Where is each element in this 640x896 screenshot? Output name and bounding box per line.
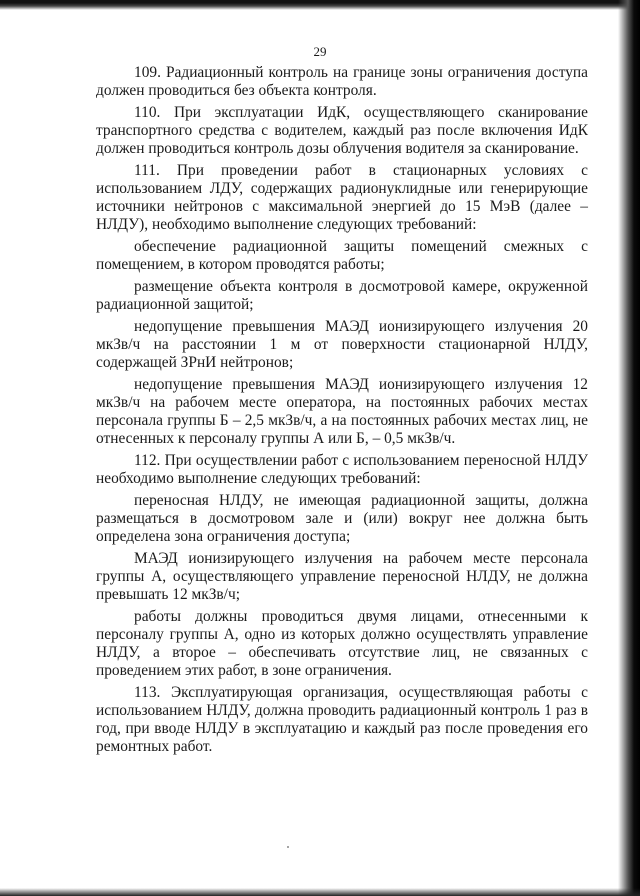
scan-edge-bottom bbox=[0, 888, 640, 896]
list-item-object-placement: размещение объекта контроля в досмотровой камере, окруженной радиационной защитой; bbox=[96, 278, 588, 313]
paragraph-109: 109. Радиационный контроль на границе зоны ограничения доступа должен проводиться без объекта контроля. bbox=[96, 64, 588, 99]
paragraph-110: 110. При эксплуатации ИдК, осуществляющего сканирование транспортного средства с водителем, каждый раз после включения ИдК должен проводиться контроль дозы облучения водителя за сканирование. bbox=[96, 104, 588, 157]
list-item-portable-placement: переносная НЛДУ, не имеющая радиационной защиты, должна размещаться в досмотровом зале и (или) вокруг нее должна быть определена зона ограничения доступа; bbox=[96, 492, 588, 545]
scan-edge-top bbox=[0, 0, 640, 10]
document-body bbox=[96, 64, 588, 760]
paragraph-113: 113. Эксплуатирующая организация, осуществляющая работы с использованием НЛДУ, должна проводить радиационный контроль 1 раз в год, при вводе НЛДУ в эксплуатацию и каждый раз после проведения его ремонтных работ. bbox=[96, 684, 588, 755]
list-item-portable-maed: МАЭД ионизирующего излучения на рабочем месте персонала группы А, осуществляющего управление переносной НЛДУ, не должна превышать 12 мкЗв/ч; bbox=[96, 550, 588, 603]
paragraph-111: 111. При проведении работ в стационарных условиях с использованием ЛДУ, содержащих радионуклидные или генерирующие источники нейтронов с максимальной энергией до 15 МэВ (далее – НЛДУ), необходимо выполнение следующих требований: bbox=[96, 162, 588, 233]
list-item-radiation-protection: обеспечение радиационной защиты помещений смежных с помещением, в котором проводятся работы; bbox=[96, 238, 588, 273]
list-item-maed-12: недопущение превышения МАЭД ионизирующего излучения 12 мкЗв/ч на рабочем месте оператора, на постоянных рабочих местах персонала группы Б – 2,5 мкЗв/ч, а на постоянных рабочих местах лиц, не отнесенных к персоналу группы А или Б, – 0,5 мкЗв/ч. bbox=[96, 376, 588, 447]
page-number: 29 bbox=[313, 44, 327, 59]
scan-edge-right bbox=[618, 0, 640, 896]
list-item-maed-20: недопущение превышения МАЭД ионизирующего излучения 20 мкЗв/ч на расстоянии 1 м от поверхности стационарной НЛДУ, содержащей ЗРнИ нейтронов; bbox=[96, 318, 588, 371]
scan-speck bbox=[287, 846, 289, 848]
paragraph-112: 112. При осуществлении работ с использованием переносной НЛДУ необходимо выполнение следующих требований: bbox=[96, 452, 588, 487]
list-item-two-persons: работы должны проводиться двумя лицами, отнесенными к персоналу группы А, одно из которых должно осуществлять управление НЛДУ, а второе – обеспечивать отсутствие лиц, не связанных с проведением этих работ, в зоне ограничения. bbox=[96, 608, 588, 679]
